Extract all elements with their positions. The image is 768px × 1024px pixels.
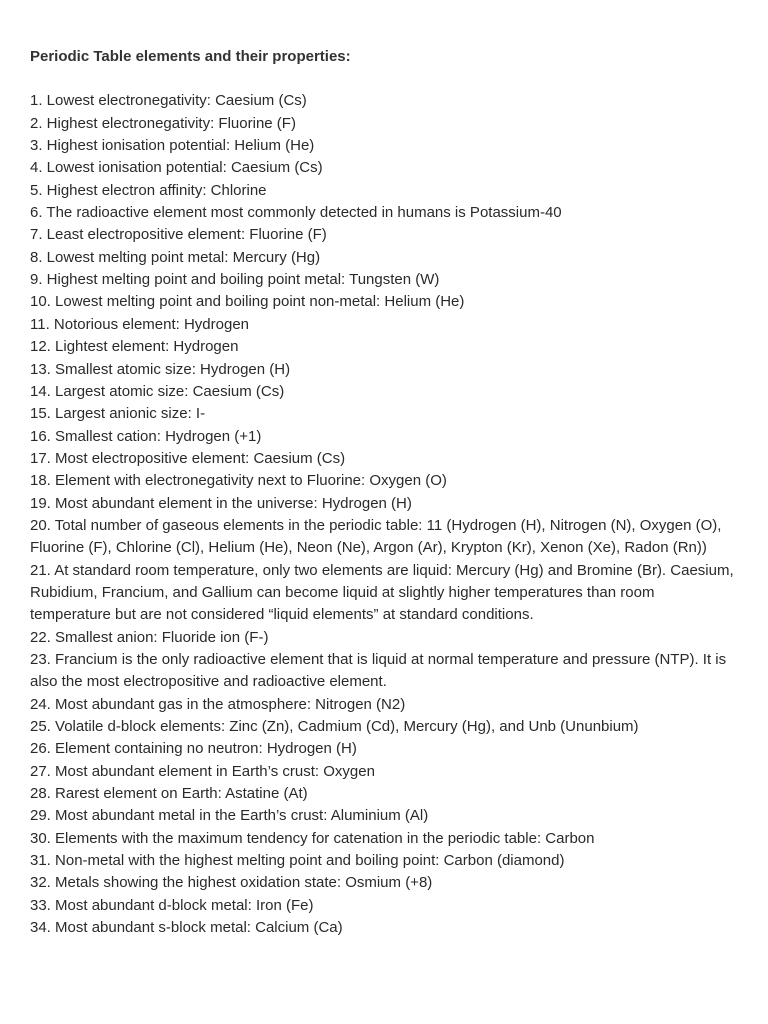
list-item: 24. Most abundant gas in the atmosphere: Nitrogen (N2) [30, 695, 406, 713]
document-title: Periodic Table elements and their properties: [30, 48, 351, 65]
list-item: 8. Lowest melting point metal: Mercury (Hg) [30, 248, 321, 266]
list-item: 19. Most abundant element in the universe: Hydrogen (H) [30, 494, 412, 512]
list-item: 33. Most abundant d-block metal: Iron (Fe) [30, 896, 314, 914]
list-item: 10. Lowest melting point and boiling point non-metal: Helium (He) [30, 293, 465, 311]
list-item: 29. Most abundant metal in the Earth’s crust: Aluminium (Al) [30, 807, 429, 825]
list-item: 12. Lightest element: Hydrogen [30, 338, 239, 356]
list-item: 22. Smallest anion: Fluoride ion (F-) [30, 628, 269, 646]
list-item: 18. Element with electronegativity next to Fluorine: Oxygen (O) [30, 472, 447, 490]
list-item: 32. Metals showing the highest oxidation state: Osmium (+8) [30, 874, 433, 892]
list-item: 5. Highest electron affinity: Chlorine [30, 181, 267, 199]
list-item: 25. Volatile d-block elements: Zinc (Zn), Cadmium (Cd), Mercury (Hg), and Unb (Ununbium) [30, 718, 639, 736]
list-item: 21. At standard room temperature, only two elements are liquid: Mercury (Hg) and Bromine (Br). Caesium, Rubidium, Francium, and Gallium can become liquid at slightly higher temperatures than room temperature but are not considered “liquid elements” at standard conditions. [30, 561, 734, 624]
list-item: 20. Total number of gaseous elements in the periodic table: 11 (Hydrogen (H), Nitrogen (N), Oxygen (O), Fluorine (F), Chlorine (Cl), Helium (He), Neon (Ne), Argon (Ar), Krypton (Kr), Xenon (Xe), Radon (Rn)) [30, 516, 722, 557]
list-item: 3. Highest ionisation potential: Helium (He) [30, 137, 315, 155]
list-item: 17. Most electropositive element: Caesium (Cs) [30, 449, 346, 467]
list-item: 30. Elements with the maximum tendency for catenation in the periodic table: Carbon [30, 829, 595, 847]
list-item: 27. Most abundant element in Earth’s crust: Oxygen [30, 762, 375, 780]
list-item: 16. Smallest cation: Hydrogen (+1) [30, 427, 262, 445]
list-item: 23. Francium is the only radioactive element that is liquid at normal temperature and pressure (NTP). It is also the most electropositive and radioactive element. [30, 650, 727, 691]
list-item: 31. Non-metal with the highest melting point and boiling point: Carbon (diamond) [30, 852, 565, 870]
list-item: 11. Notorious element: Hydrogen [30, 315, 250, 333]
list-item: 14. Largest atomic size: Caesium (Cs) [30, 382, 285, 400]
list-item: 9. Highest melting point and boiling point metal: Tungsten (W) [30, 271, 440, 289]
list-item: 2. Highest electronegativity: Fluorine (F) [30, 114, 296, 132]
list-item: 7. Least electropositive element: Fluorine (F) [30, 226, 327, 244]
list-item: 1. Lowest electronegativity: Caesium (Cs) [30, 92, 307, 110]
list-item: 15. Largest anionic size: I- [30, 405, 206, 423]
list-item: 28. Rarest element on Earth: Astatine (At) [30, 785, 308, 803]
list-item: 6. The radioactive element most commonly detected in humans is Potassium-40 [30, 204, 562, 222]
list-item: 34. Most abundant s-block metal: Calcium (Ca) [30, 919, 343, 937]
property-list [30, 90, 738, 939]
list-item: 13. Smallest atomic size: Hydrogen (H) [30, 360, 291, 378]
list-item: 26. Element containing no neutron: Hydrogen (H) [30, 740, 357, 758]
list-item: 4. Lowest ionisation potential: Caesium (Cs) [30, 159, 323, 177]
